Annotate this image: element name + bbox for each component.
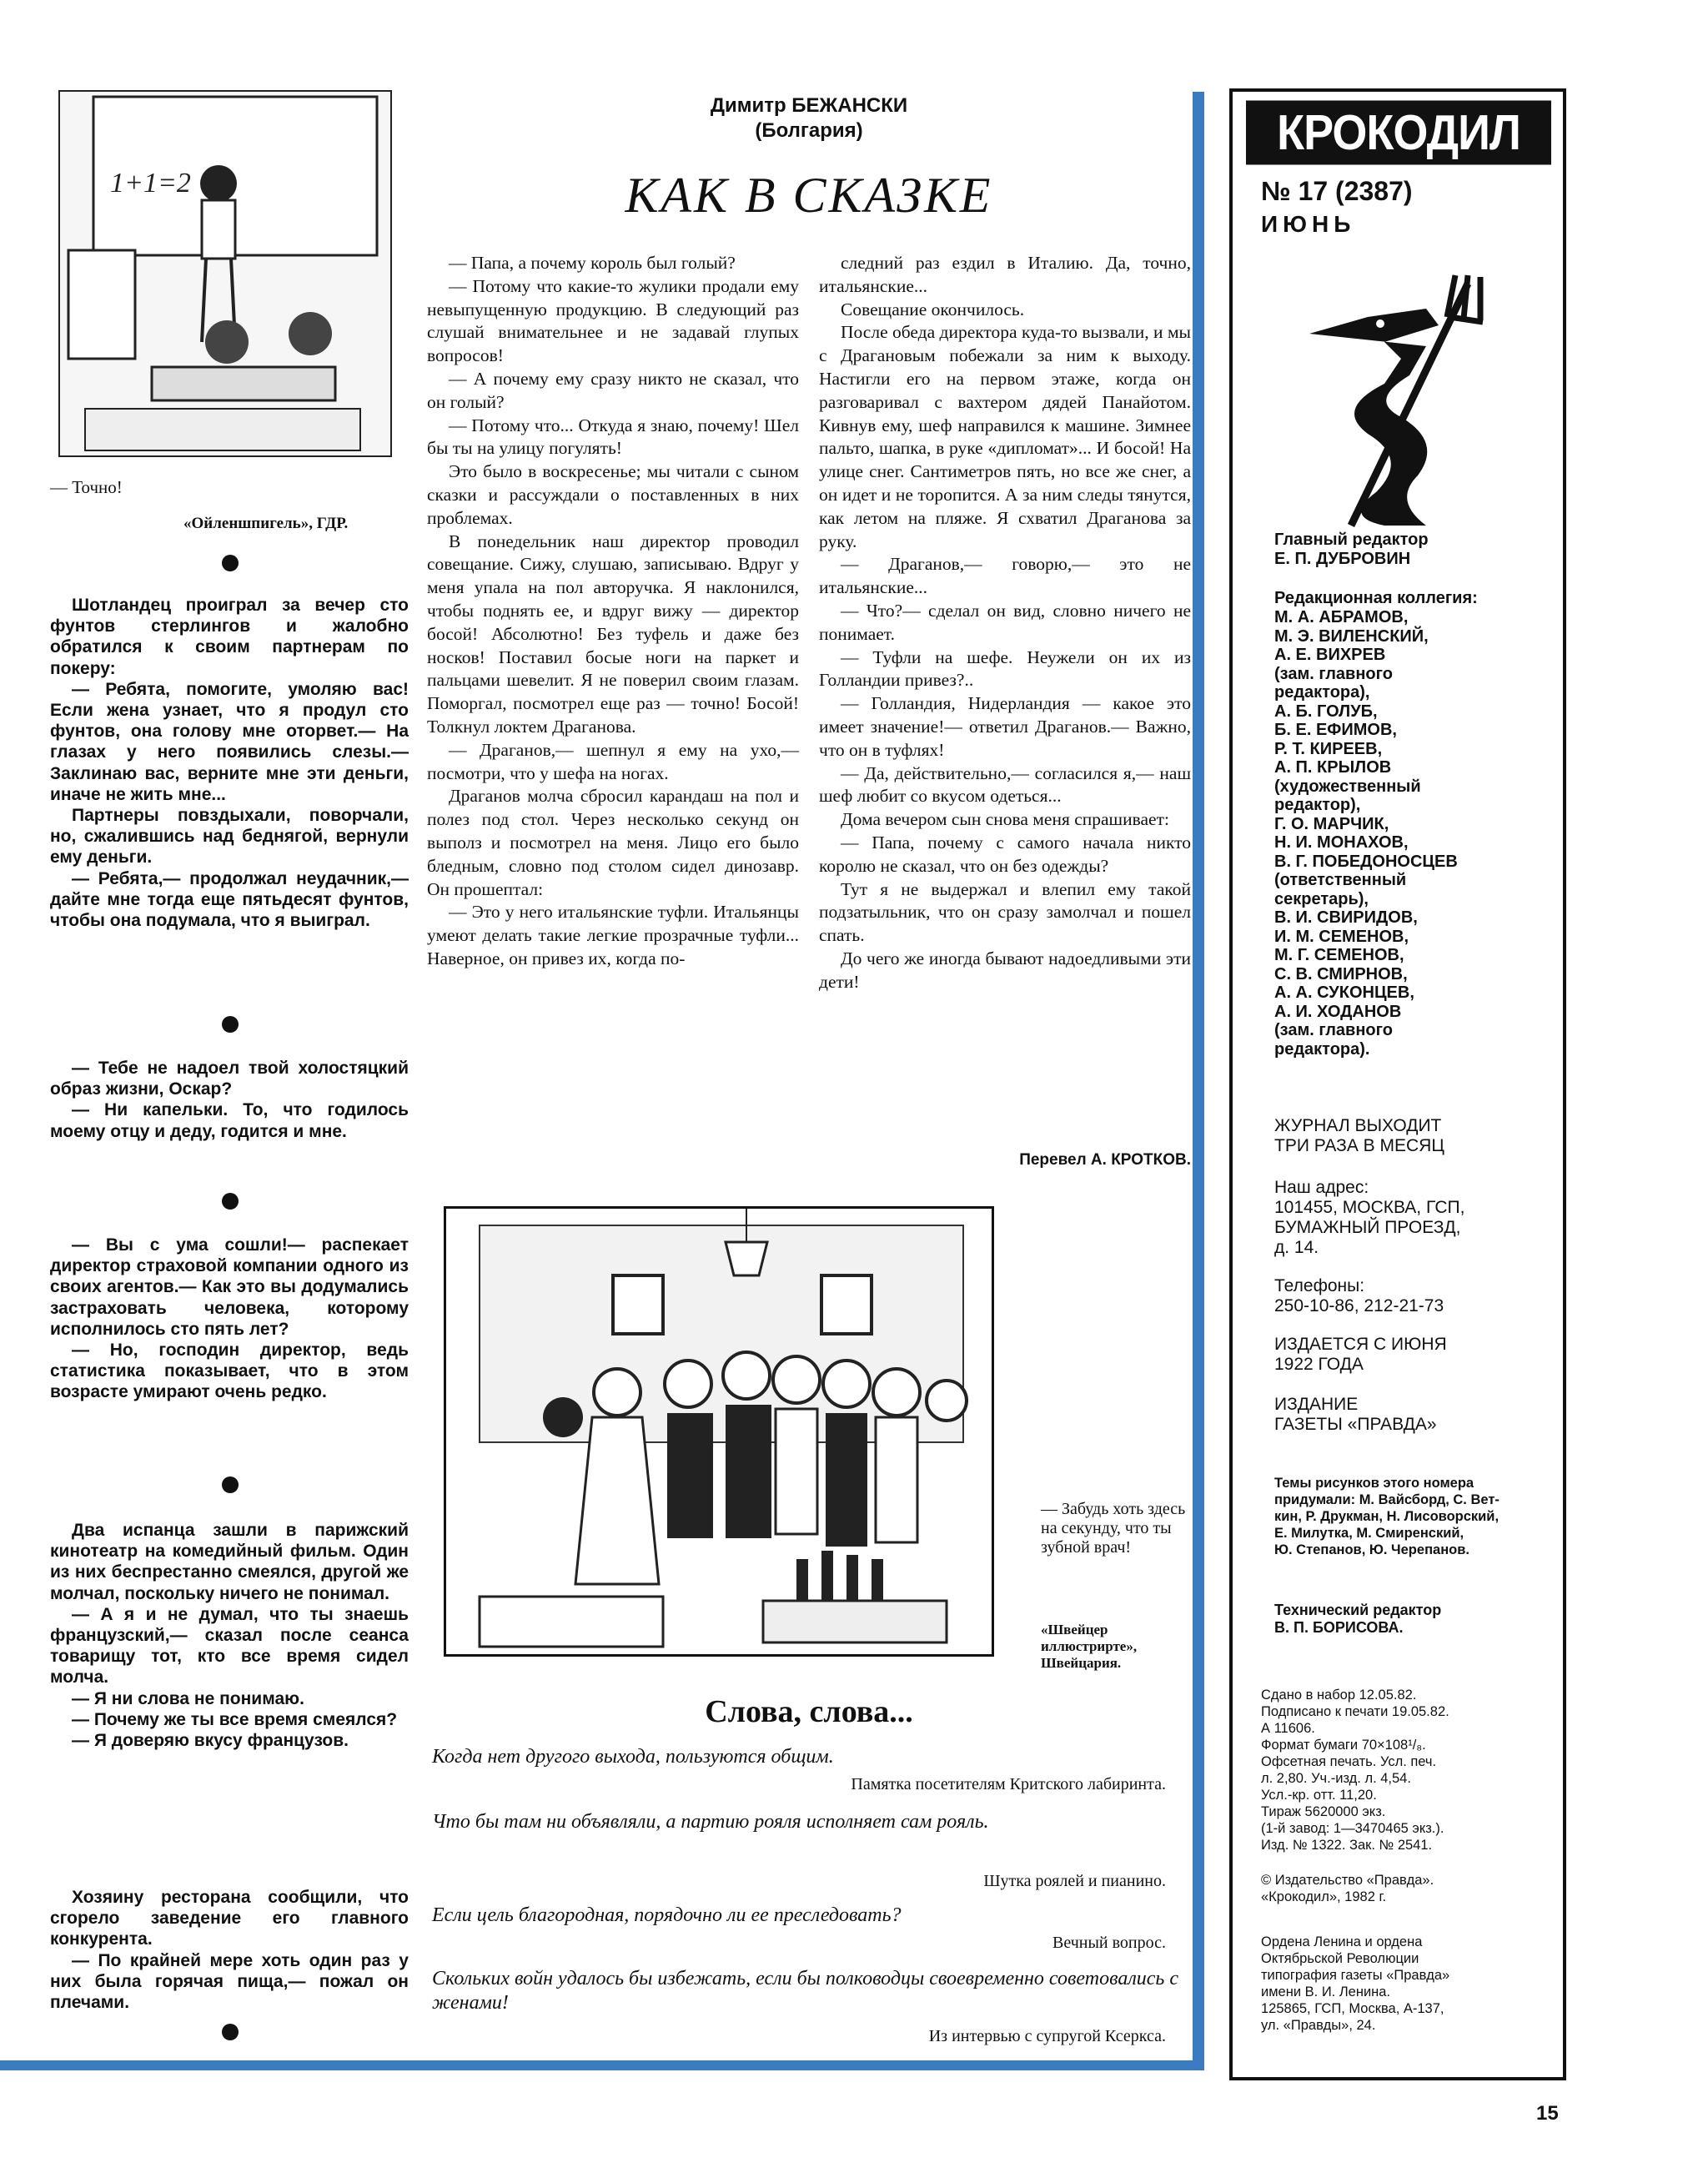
cartoon-party bbox=[444, 1206, 994, 1657]
editorial-board-label: Редакционная коллегия: bbox=[1274, 589, 1478, 607]
cartoon-classroom bbox=[58, 90, 392, 457]
crocodile-pitchfork-icon bbox=[1301, 267, 1501, 534]
chief-editor-name: Е. П. ДУБРОВИН bbox=[1274, 550, 1411, 568]
story-title: КАК В СКАЗКЕ bbox=[625, 168, 993, 223]
issue-month: ИЮНЬ bbox=[1261, 211, 1356, 237]
party-source: «Швейцер иллюстрирте», Швейцария. bbox=[1041, 1622, 1138, 1671]
cartoon-themes: Темы рисунков этого номера придумали: М. Вайсборд, С. Вет- кин, Р. Друкман, Н. Лисоворский, Е. Милутка, М. Смиренский, Ю. Степанов, Ю. Черепанов. bbox=[1274, 1476, 1500, 1557]
classroom-illustration bbox=[60, 92, 390, 455]
cartoon-caption: — Точно! bbox=[50, 477, 123, 497]
quote-1-source: Памятка посетителям Критского лабиринта. bbox=[851, 1775, 1166, 1793]
cartoon-source: «Ойленшпигель», ГДР. bbox=[183, 515, 349, 532]
frequency: ЖУРНАЛ ВЫХОДИТ ТРИ РАЗА В МЕСЯЦ bbox=[1274, 1116, 1444, 1155]
joke-4: Два испанца зашли в парижский кинотеатр на комедийный фильм. Один из них беспрестанно смеялся, другой же молчал, поскольку ничего не понимал. — А я и не думал, что ты знаешь французский,— сказал после сеанса товарищу тот, кто все время сидел молча. — Я ни слова не понимаю. — Почему же ты все время смеялся? — Я доверяю вкусу французов. bbox=[50, 1521, 409, 1751]
separator-dot bbox=[222, 2024, 239, 2040]
phones: Телефоны: 250-10-86, 212-21-73 bbox=[1274, 1276, 1444, 1315]
quote-3-text: Если цель благородная, порядочно ли ее преследовать? bbox=[432, 1904, 902, 1926]
story-column-2: следний раз ездил в Италию. Да, точно, итальянские... Совещание окончилось. После обеда директора куда-то вызвали, и мы с Драгановым побежали за ним к выходу. Настигли его на первом этаже, когда он разговаривал с вахтером дядей Панайотом. Кивнув ему, шеф направился к машине. Зимнее пальто, шапка, в руке «дипломат»... И босой! На улице снег. Сантиметров пять, но все же снег, а он идет и не торопится. А за ним следы тянутся, как летом на пляже. Я схватил Драганова за руку. — Драганов,— говорю,— это не итальянские... — Что?— сделал он вид, словно ничего не понимает. — Туфли на шефе. Неужели он их из Голландии привез?.. — Голландия, Нидерландия — какое это имеет значение!— ответил Драганов.— Важно, что он в туфлях! — Да, действительно,— согласился я,— наш шеф любит со вкусом одеться... Дома вечером сын снова меня спрашивает: — Папа, почему с самого начала никто королю не сказал, что он без одежды? Тут я не выдержал и влепил ему такой подзатыльник, что он сразу замолчал и пошел спать. До чего же иногда бывают надоедливыми эти дети! bbox=[819, 253, 1191, 992]
quote-1-text: Когда нет другого выхода, пользуются общим. bbox=[432, 1746, 834, 1768]
joke-2: — Тебе не надоел твой холостяцкий образ жизни, Оскар? — Ни капельки. То, что годилось моему отцу и деду, годится и мне. bbox=[50, 1059, 409, 1141]
tech-editor: Технический редактор В. П. БОРИСОВА. bbox=[1274, 1602, 1442, 1636]
magazine-logo: КРОКОДИЛ bbox=[1246, 101, 1551, 165]
editorial-board-list: М. А. АБРАМОВ, М. Э. ВИЛЕНСКИЙ, А. Е. ВИХРЕВ (зам. главного редактора), А. Б. ГОЛУБ, Б. Е. ЕФИМОВ, Р. Т. КИРЕЕВ, А. П. КРЫЛОВ (художественный редактор), Г. О. МАРЧИК, Н. И. МОНАХОВ, В. Г. ПОБЕДОНОСЦЕВ (ответственный секретарь), В. И. СВИРИДОВ, И. М. СЕМЕНОВ, М. Г. СЕМЕНОВ, С. В. СМИРНОВ, А. А. СУКОНЦЕВ, А. И. ХОДАНОВ (зам. главного редактора). bbox=[1274, 608, 1458, 1059]
party-illustration bbox=[446, 1209, 992, 1654]
page-number: 15 bbox=[1536, 2102, 1559, 2125]
chief-editor-label: Главный редактор bbox=[1274, 531, 1429, 549]
print-info: Сдано в набор 12.05.82. Подписано к печати 19.05.82. А 11606. Формат бумаги 70×108¹/₈. Офсетная печать. Усл. печ. л. 2,80. Уч.-изд. л. 4,54. Усл.-кр. отт. 11,20. Тираж 5620000 экз. (1-й завод: 1—3470465 экз.). Изд. № 1322. Зак. № 2541. bbox=[1261, 1688, 1449, 1853]
story-column-1: — Папа, а почему король был голый? — Потому что какие-то жулики продали ему невыпущенную продукцию. В следующий раз слушай внимательнее и не задавай глупых вопросов! — А почему ему сразу никто не сказал, что он голый? — Потому что... Откуда я знаю, почему! Шел бы ты на улицу погулять! Это было в воскресенье; мы читали с сыном сказки и рассуждали о поставленных в них проблемах. В понедельник наш директор проводил совещание. Сижу, слушаю, записываю. Вдруг у меня упала на пол авторучка. Я наклонился, чтобы поднять ее, и вдруг вижу — директор босой! Абсолютно! Без туфель и даже без носков! Поставил босые ноги на паркет и пальцами шевелит. Я не поверил своим глазам. Поморгал, посмотрел еще раз — точно! Босой! Толкнул локтем Драганова. — Драганов,— шепнул я ему на ухо,— посмотри, что у шефа на ногах. Драганов молча сбросил карандаш на пол и полез под стол. Через несколько секунд он выполз и посмотрел на меня. Лицо его было бледным, словно под столом сидел динозавр. Он прошептал: — Это у него итальянские туфли. Итальянцы умеют делать такие легкие прозрачные туфли... Наверное, он привез их, когда по- bbox=[427, 253, 799, 968]
story-author: Димитр БЕЖАНСКИ (Болгария) bbox=[710, 94, 908, 142]
publisher: ИЗДАНИЕ ГАЗЕТЫ «ПРАВДА» bbox=[1274, 1395, 1437, 1434]
words-title: Слова, слова... bbox=[705, 1694, 913, 1729]
joke-5: Хозяину ресторана сообщили, что сгорело заведение его главного конкурента. — По крайней мере хоть один раз у них была горячая пища,— пожал он плечами. bbox=[50, 1888, 409, 2013]
separator-dot bbox=[222, 1476, 239, 1493]
quote-2-text: Что бы там ни объявляли, а партию рояля исполняет сам рояль. bbox=[432, 1811, 989, 1833]
published-since: ИЗДАЕТСЯ С ИЮНЯ 1922 ГОДА bbox=[1274, 1335, 1447, 1374]
joke-3: — Вы с ума сошли!— распекает директор страховой компании одного из своих агентов.— Как это вы додумались застраховать человека, которому исполнилось сто пять лет? — Но, господин директор, ведь статистика показывает, что в этом возрасте умирают очень редко. bbox=[50, 1235, 409, 1402]
quote-2-source: Шутка роялей и пианино. bbox=[983, 1872, 1166, 1890]
quote-4-text: Скольких войн удалось бы избежать, если бы полководцы своевременно советовались с женами! bbox=[432, 1968, 1179, 2014]
printer-info: Ордена Ленина и ордена Октябрьской Революции типография газеты «Правда» имени В. И. Ленина. 125865, ГСП, Москва, А-137, ул. «Правды», 24. bbox=[1261, 1934, 1450, 2033]
blue-vertical-rule bbox=[1193, 92, 1204, 2065]
separator-dot bbox=[222, 555, 239, 571]
board-text: 1+1=2 bbox=[110, 168, 191, 199]
joke-1: Шотландец проиграл за вечер сто фунтов стерлингов и жалобно обратился к своим партнерам по покеру: — Ребята, помогите, умоляю вас! Если жена узнает, что я продул сто фунтов, она голову мне оторвет.— На глазах у него появились слезы.— Заклинаю вас, верните мне эти деньги, иначе не жить мне... Партнеры повздыхали, поворчали, но, сжалившись над беднягой, вернули ему деньги. — Ребята,— продолжал неудачник,— дайте мне тогда еще пятьдесят фунтов, чтобы она подумала, что я выиграл. bbox=[50, 596, 409, 931]
separator-dot bbox=[222, 1016, 239, 1033]
copyright: © Издательство «Правда». «Крокодил», 1982 г. bbox=[1261, 1873, 1434, 1904]
address: Наш адрес: 101455, МОСКВА, ГСП, БУМАЖНЫЙ ПРОЕЗД, д. 14. bbox=[1274, 1178, 1465, 1257]
issue-number: № 17 (2387) bbox=[1261, 176, 1413, 206]
quote-4-source: Из интервью с супругой Ксеркса. bbox=[928, 2027, 1166, 2045]
translator-credit: Перевел А. КРОТКОВ. bbox=[1019, 1151, 1191, 1169]
quote-3-source: Вечный вопрос. bbox=[1052, 1934, 1166, 1952]
blue-bottom-rule bbox=[0, 2060, 1204, 2070]
party-caption: — Забудь хоть здесь на секунду, что ты зубной врач! bbox=[1041, 1500, 1186, 1557]
separator-dot bbox=[222, 1193, 239, 1210]
